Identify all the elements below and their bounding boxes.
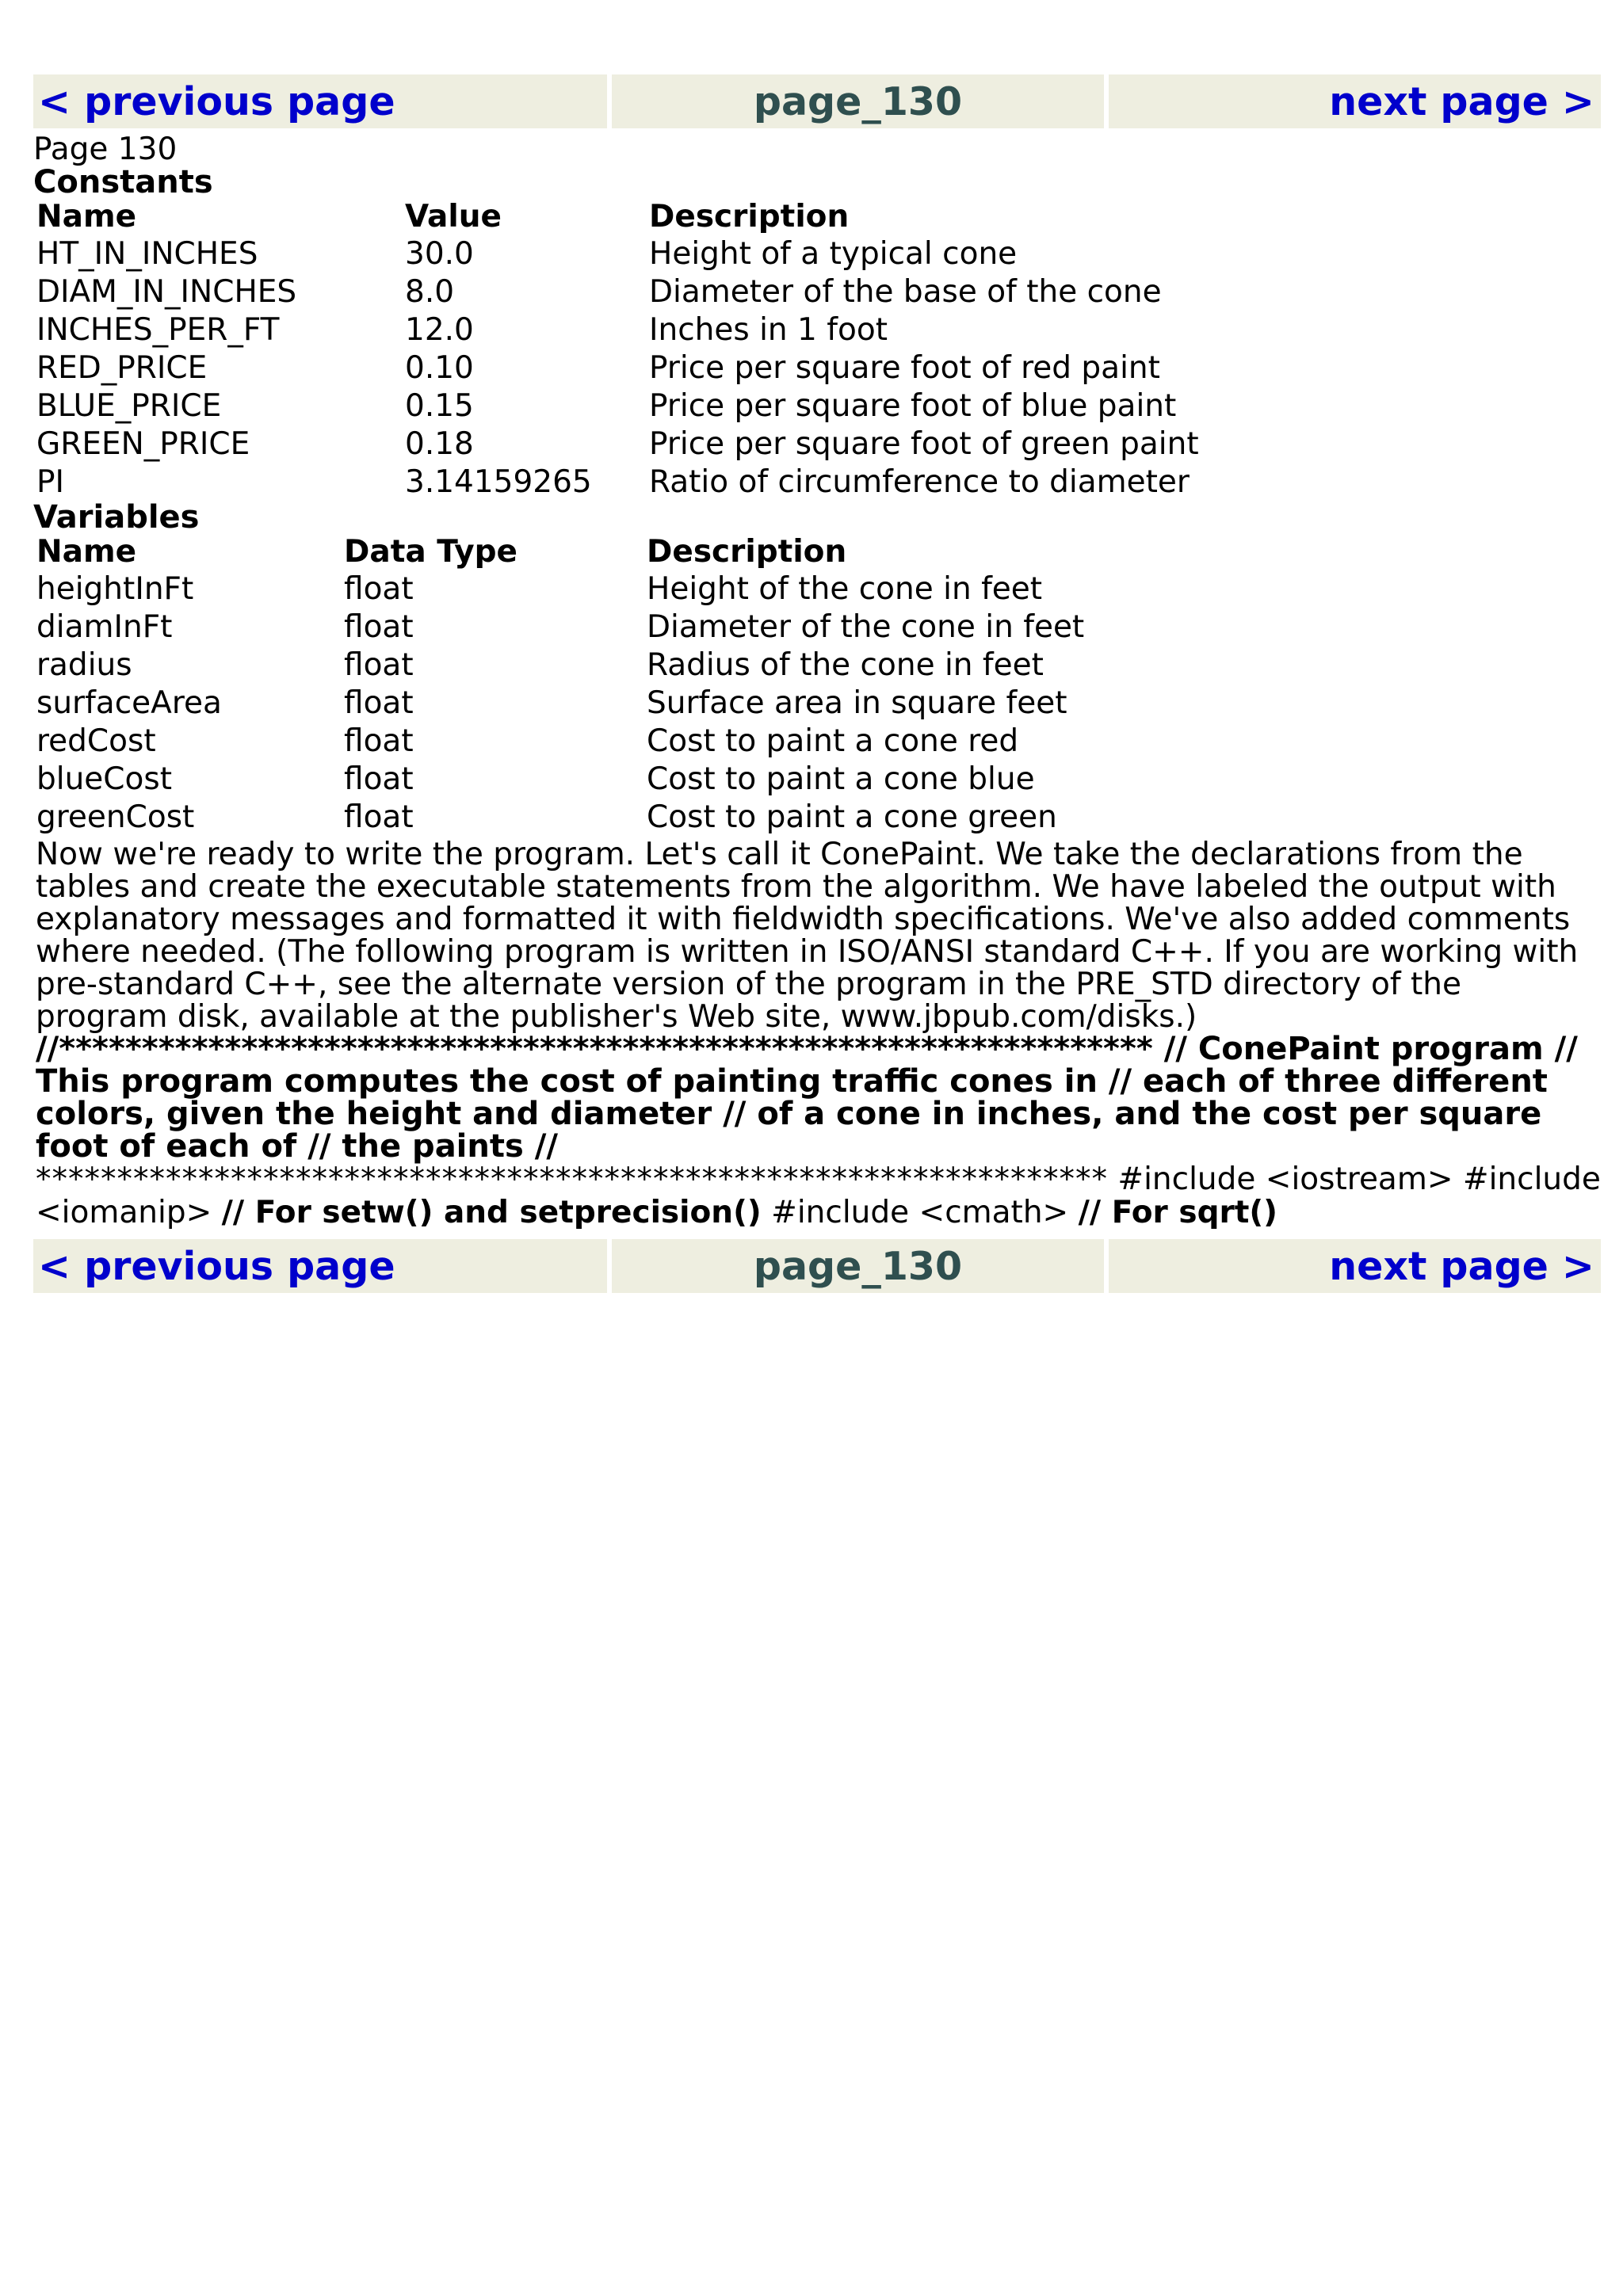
bottom-previous-cell <box>33 1239 607 1293</box>
variables-header-row <box>33 534 1084 570</box>
bottom-navigation-bar <box>33 1239 1601 1293</box>
variables-cell-value: float <box>344 761 414 797</box>
constants-cell-value: 3.14159265 <box>405 464 592 500</box>
constants-table <box>33 199 1199 502</box>
variables-cell-name: surfaceArea <box>36 685 222 721</box>
constants-cell-value: 0.15 <box>405 388 474 424</box>
constants-header-value: Value <box>405 199 502 235</box>
variables-row <box>33 761 1084 799</box>
bottom-previous-page-link[interactable]: < previous page <box>38 1243 395 1289</box>
program-comment-block: //****************************************************************** // ConePaint program // This program computes the cost of painting traffic cones in // each of three different colors, given the height and diameter // of a cone in inches, and the cost per square foot of each of // the paints // <box>36 1031 1578 1165</box>
constants-cell-value: 8.0 <box>405 274 455 310</box>
constants-cell-name: HT_IN_INCHES <box>36 236 258 272</box>
constants-title: Constants <box>33 164 213 200</box>
variables-cell-value: float <box>344 723 414 759</box>
variables-cell-description: Height of the cone in feet <box>647 571 1043 607</box>
variables-cell-name: radius <box>36 647 132 683</box>
variables-header-data-type: Data Type <box>344 534 517 570</box>
variables-cell-value: float <box>344 609 414 645</box>
variables-cell-value: float <box>344 571 414 607</box>
constants-cell-description: Price per square foot of red paint <box>649 350 1160 386</box>
include-iostream: #include <iostream> <box>1117 1161 1453 1197</box>
constants-cell-name: GREEN_PRICE <box>36 426 250 462</box>
top-previous-cell <box>33 74 607 128</box>
constants-cell-name: BLUE_PRICE <box>36 388 222 424</box>
page-container <box>33 74 1601 1293</box>
top-next-cell <box>1109 74 1601 128</box>
variables-cell-description: Radius of the cone in feet <box>647 647 1044 683</box>
bottom-page-id: page_130 <box>612 1239 1104 1293</box>
constants-header-description: Description <box>649 199 850 235</box>
constants-header-row <box>33 199 1199 235</box>
variables-cell-description: Cost to paint a cone red <box>647 723 1019 759</box>
variables-cell-name: heightInFt <box>36 571 194 607</box>
top-page-id: page_130 <box>612 74 1104 128</box>
variables-table <box>33 534 1084 837</box>
constants-row <box>33 235 1199 273</box>
constants-cell-value: 0.10 <box>405 350 474 386</box>
constants-cell-value: 30.0 <box>405 236 474 272</box>
variables-header-name: Name <box>36 534 137 570</box>
top-previous-page-link[interactable]: < previous page <box>38 78 395 124</box>
constants-cell-name: DIAM_IN_INCHES <box>36 274 297 310</box>
variables-cell-description: Diameter of the cone in feet <box>647 609 1085 645</box>
variables-row <box>33 723 1084 761</box>
include-cmath: #include <cmath> <box>771 1195 1069 1230</box>
variables-cell-name: blueCost <box>36 761 173 797</box>
constants-cell-description: Height of a typical cone <box>649 236 1018 272</box>
variables-cell-description: Surface area in square feet <box>647 685 1067 721</box>
constants-header-name: Name <box>36 199 137 235</box>
variables-cell-value: float <box>344 647 414 683</box>
constants-row <box>33 425 1199 463</box>
variables-cell-name: diamInFt <box>36 609 173 645</box>
constants-row <box>33 387 1199 425</box>
constants-cell-name: INCHES_PER_FT <box>36 312 280 348</box>
constants-row <box>33 349 1199 387</box>
constants-row <box>33 311 1199 349</box>
comment-sqrt: // For sqrt() <box>1078 1195 1278 1230</box>
constants-table-body <box>33 235 1199 502</box>
variables-cell-description: Cost to paint a cone blue <box>647 761 1035 797</box>
variables-table-body <box>33 570 1084 837</box>
variables-cell-value: float <box>344 799 414 835</box>
top-navigation-bar <box>33 74 1601 128</box>
constants-cell-description: Inches in 1 foot <box>649 312 888 348</box>
include-iomanip: #include <iomanip> <box>36 1161 1601 1230</box>
constants-row <box>33 273 1199 311</box>
comment-stars-line: ****************************************************************** <box>36 1161 1108 1197</box>
bottom-next-page-link[interactable]: next page > <box>1329 1243 1594 1289</box>
variables-header-description: Description <box>647 534 847 570</box>
variables-cell-name: greenCost <box>36 799 195 835</box>
constants-cell-value: 12.0 <box>405 312 474 348</box>
variables-row <box>33 608 1084 646</box>
variables-cell-description: Cost to paint a cone green <box>647 799 1057 835</box>
variables-cell-value: float <box>344 685 414 721</box>
variables-row <box>33 685 1084 723</box>
variables-row <box>33 799 1084 837</box>
variables-title: Variables <box>33 499 200 536</box>
comment-setw-setprecision: // For setw() and setprecision() <box>221 1195 762 1230</box>
bottom-next-cell <box>1109 1239 1601 1293</box>
variables-row <box>33 570 1084 608</box>
variables-cell-name: redCost <box>36 723 156 759</box>
top-next-page-link[interactable]: next page > <box>1329 78 1594 124</box>
constants-cell-description: Ratio of circumference to diameter <box>649 464 1190 500</box>
constants-cell-description: Price per square foot of blue paint <box>649 388 1177 424</box>
constants-cell-value: 0.18 <box>405 426 474 462</box>
constants-cell-name: PI <box>36 464 65 500</box>
constants-cell-name: RED_PRICE <box>36 350 208 386</box>
body-paragraph: Now we're ready to write the program. Let's call it ConePaint. We take the declarations from the tables and create the executable statements from the algorithm. We have labeled the output with explanatory messages and formatted it with fieldwidth specifications. We've also added comments where needed. (The following program is written in ISO/ANSI standard C++. If you are working with pre-standard C++, see the alternate version of the program in the PRE_STD directory of the program disk, available at the publisher's Web site, www.jbpub.com/disks.) <box>36 837 1579 1035</box>
constants-row <box>33 463 1199 502</box>
constants-cell-description: Diameter of the base of the cone <box>649 274 1162 310</box>
page-number-label: Page 130 <box>33 132 178 167</box>
variables-row <box>33 646 1084 685</box>
program-includes <box>36 1163 1601 1230</box>
constants-cell-description: Price per square foot of green paint <box>649 426 1199 462</box>
